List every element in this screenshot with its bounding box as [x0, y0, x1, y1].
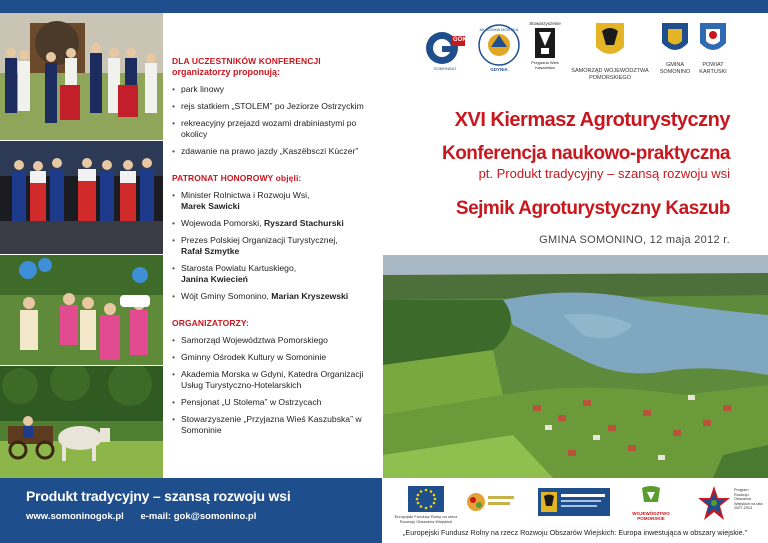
photo-folk-costumes [0, 13, 163, 140]
title-kiermasz: XVI Kiermasz Agroturystyczny [454, 109, 730, 131]
participants-subheading: organizatorzy proponują: [172, 67, 280, 77]
cover-panel [382, 13, 768, 478]
footer-info [26, 488, 291, 522]
patron-role: Wojewoda Pomorski, [181, 218, 262, 228]
wojewodztwo-logo [620, 486, 682, 521]
organizers-list [172, 335, 372, 436]
stowarzyszenie-logo [527, 21, 563, 77]
website-link[interactable]: www.somoninogok.pl [26, 511, 124, 522]
eu-flag-icon [408, 486, 444, 512]
title-sejmik: Sejmik Agroturystyczny Kaszub [455, 198, 730, 219]
patron-role: Wójt Gminy Somonino, [181, 291, 269, 301]
patron-name: Rafał Szmytke [181, 246, 240, 256]
wojewodztwo-text: WOJEWÓDZTWO POMORSKIE [632, 511, 670, 521]
list-item: • park linowy [172, 84, 372, 95]
samorzad-text: SAMORZĄD WOJEWÓDZTWA POMORSKIEGO [571, 68, 649, 81]
photo-column [0, 13, 163, 478]
list-item [172, 263, 372, 285]
patrons-list [172, 190, 372, 302]
eu-fund-caption: Europejski Fundusz Rolny na rzecz Rozwoju Obszarów Wiejskich [394, 514, 458, 524]
list-item [172, 235, 372, 257]
akademia-text: AKADEMIA MORSKA [479, 27, 519, 32]
photo-dancers-stage [0, 141, 163, 254]
list-item: • rekreacyjny przejazd wozami drabiniastymi po okolicy [172, 118, 372, 140]
gmina-logo [658, 21, 692, 81]
top-bar [0, 0, 768, 13]
patron-name: Marek Sawicki [181, 201, 240, 211]
patron-name: Marian Kryszewski [271, 291, 349, 301]
patron-role: Prezes Polskiej Organizacji Turystycznej, [181, 235, 338, 245]
leader-logo [464, 488, 516, 518]
list-item: • zdawanie na prawo jazdy „Kaszëbsczi Kùczer” [172, 146, 372, 157]
info-column [172, 56, 372, 442]
photo-children-balloons [0, 255, 163, 365]
list-item [172, 218, 372, 229]
gok-text: GOK [453, 37, 467, 43]
aerial-landscape-photo [383, 255, 768, 478]
footer-links [26, 511, 291, 522]
pomorskie-unii-logo [538, 488, 610, 516]
gok-logo [424, 28, 467, 71]
prow-logo [694, 484, 766, 524]
powiat-logo [696, 21, 730, 81]
place-date: GMINA SOMONINO, 12 maja 2012 r. [539, 234, 730, 246]
gok-sub: SOMONINO [433, 66, 457, 71]
patron-name: Ryszard Stachurski [263, 218, 344, 228]
patron-role: Starosta Powiatu Kartuskiego, [181, 263, 297, 273]
list-item: • Stowarzyszenie „Przyjazna Wieś Kaszubska” w Somoninie [172, 414, 372, 436]
list-item: • Pensjonat „U Stolema” w Ostrzycach [172, 397, 372, 408]
patronage-heading: PATRONAT HONOROWY objęli: [172, 173, 302, 183]
list-item: • Gminny Ośrodek Kultury w Somoninie [172, 352, 372, 363]
list-item [172, 190, 372, 212]
stow-top: Stowarzyszenie [529, 21, 561, 26]
list-item [172, 291, 372, 302]
prow-text: Program Rozwoju Obszarów Wiejskich na lata 2007-2013 [734, 488, 763, 511]
list-item: • Akademia Morska w Gdyni, Katedra Organizacji Usług Turystyczno-Hotelarskich [172, 369, 372, 391]
samorzad-logo [570, 21, 650, 81]
email-link[interactable]: e-mail: gok@somonino.pl [140, 511, 257, 522]
gmina-text: GMINA SOMONINO [659, 62, 691, 75]
powiat-text: POWIAT KARTUSKI [699, 62, 727, 75]
eu-slogan: „Europejski Fundusz Rolny na rzecz Rozwoju Obszarów Wiejskich: Europa inwestująca w obszary wiejskie.” [403, 528, 747, 537]
funding-logos [394, 484, 768, 526]
photo-horse-cart [0, 366, 163, 478]
list-item: • rejs statkiem „STOLEM” po Jeziorze Ostrzyckim [172, 101, 372, 112]
footer-title: Produkt tradycyjny – szansą rozwoju wsi [26, 488, 291, 504]
conference-subtitle: pt. Produkt tradycyjny – szansą rozwoju wsi [478, 166, 730, 181]
stow-bottom: Przyjazna Wieś Kaszubska [531, 60, 559, 70]
akademia-logo [477, 23, 521, 73]
title-konferencja: Konferencja naukowo-praktyczna [441, 143, 730, 164]
patron-name: Janina Kwiecień [181, 274, 248, 284]
akademia-sub: GDYNIA [490, 67, 508, 72]
list-item: • Samorząd Województwa Pomorskiego [172, 335, 372, 346]
participants-heading: DLA UCZESTNIKÓW KONFERENCJI [172, 56, 321, 66]
patron-role: Minister Rolnictwa i Rozwoju Wsi, [181, 190, 310, 200]
organizers-heading: ORGANIZATORZY: [172, 318, 249, 328]
partner-logos [382, 13, 768, 88]
attractions-list [172, 84, 372, 157]
